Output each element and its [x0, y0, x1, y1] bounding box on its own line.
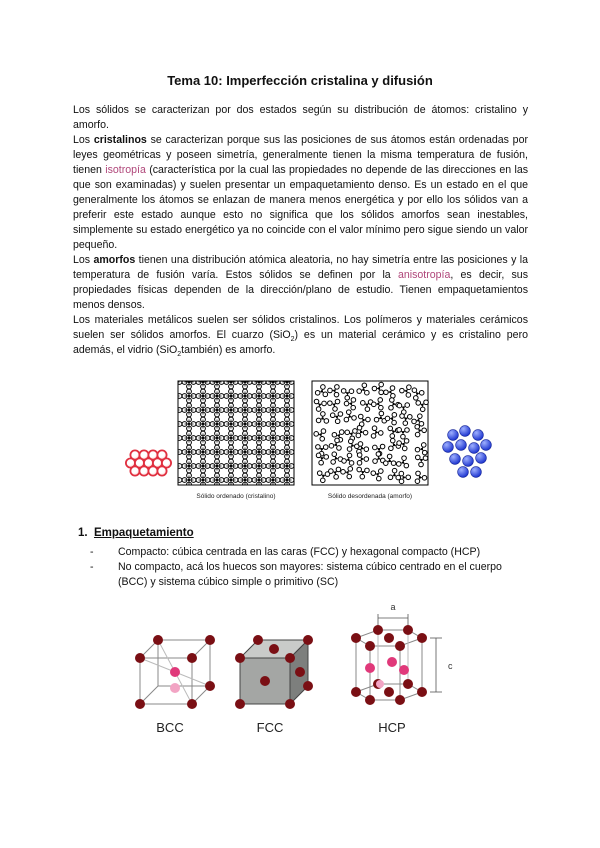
- paragraph-cristalinos: Los cristalinos se caracterizan porque sus las posiciones de sus átomos están ordenadas por leyes geométricas y poseen simetría, generalmente tienen la misma temperatura de fusión, tienen isotropía (característica por la cual las propiedades no depende de las direcciones en las que son examinadas) y suelen presentar un empaquetamiento denso. Es un estado en el que generalmente los átomos se enlazan de manera menos energética y por ello los sólidos van a preferir este estado aunque esto no significa que los sólidos amorfos sean inestables, simplemente su estado energético ya no coincide con el valor mínimo pero sigue siendo un valor pequeño.: [73, 134, 529, 251]
- unit-cells-figure: [130, 600, 470, 745]
- amorphous-lattice-panel: [312, 381, 428, 485]
- page-title: Tema 10: Imperfección cristalina y difusión: [167, 73, 433, 88]
- label-bcc: BCC: [156, 720, 184, 735]
- term-isotropia: isotropía: [105, 164, 146, 176]
- caption-amorphous: Sólido desordenada (amorfo): [327, 493, 413, 500]
- bullet-list: [90, 545, 528, 590]
- label-dim-a: a: [390, 602, 396, 612]
- term-amorfos: amorfos: [93, 254, 136, 266]
- caption-crystalline: Sólido ordenado (cristalino): [196, 493, 276, 500]
- term-anisotropia: anisotropía: [397, 269, 451, 281]
- label-hcp: HCP: [378, 720, 406, 735]
- structure-figure: [112, 375, 492, 505]
- body-text: [73, 103, 528, 358]
- term-cristalinos: cristalinos: [93, 134, 147, 146]
- bcc-atoms: [135, 635, 215, 709]
- list-item: - No compacto, acá los huecos son mayores: sistema cúbico centrado en el cuerpo (BCC) y sistema cúbico simple o primitivo (SC): [90, 561, 502, 588]
- paragraph-materiales: Los materiales metálicos suelen ser sólidos cristalinos. Los polímeros y materiales cerámicos suelen ser sólidos amorfos. El cuarzo (SiO$_2$) es un material cerámico y es cristalino pero además, el vidrio (SiO$_2$también) es amorfo.: [73, 314, 528, 359]
- paragraph-intro: Los sólidos se caracterizan por dos estados según su distribución de átomos: cristalino y amorfo.: [73, 104, 528, 131]
- label-dim-c: c: [448, 661, 453, 671]
- hcp-atoms: [351, 625, 427, 705]
- crystalline-lattice-panel: [178, 381, 294, 485]
- crystalline-atoms-cluster: [126, 450, 171, 475]
- amorphous-atoms-cluster: [443, 426, 492, 478]
- label-fcc: FCC: [256, 720, 284, 735]
- paragraph-amorfos: Los amorfos tienen una distribución atómica aleatoria, no hay simetría entre las posiciones y la temperatura de fusión varía. Estos sólidos se definen por la anisotropía, es decir, sus propiedades físicas dependen de la dirección/plano de estudio. Tienen empaquetamientos menos densos.: [73, 254, 528, 311]
- list-item: - Compacto: cúbica centrada en las caras (FCC) y hexagonal compacto (HCP): [90, 546, 481, 558]
- section-heading: 1. Empaquetamiento: [78, 527, 194, 539]
